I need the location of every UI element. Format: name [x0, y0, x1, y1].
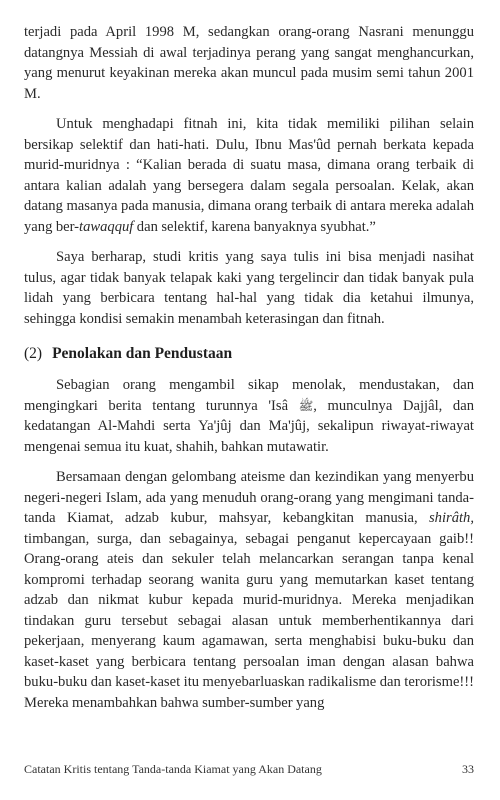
paragraph-text: , munculnya Dajjâl, dan kedatangan Al-Mahdi serta Ya'jûj dan Ma'jûj, sekalipun riwayat-riwayat mengenai semua itu kuat, shahih, bahkan mutawatir.: [24, 397, 474, 455]
section-heading: [24, 345, 474, 363]
page-body: [24, 22, 474, 713]
section-title: Penolakan dan Pendustaan: [52, 345, 233, 362]
paragraph-atheism: [24, 467, 474, 713]
paragraph-rejection: [24, 375, 474, 457]
italic-term: shirâth,: [428, 510, 474, 526]
paragraph-text: Bersamaan dengan gelombang ateisme dan kezindikan yang menyerbu negeri-negeri Islam, ada yang menuduh orang-orang yang mengimani tanda-tanda Kiamat, adzab kubur, mahsyar, kebangkitan manusia,: [24, 469, 474, 526]
italic-term: tawaqquf: [79, 218, 134, 235]
running-title: Catatan Kritis tentang Tanda-tanda Kiamat yang Akan Datang: [24, 762, 322, 776]
paragraph-text: Sebagian orang mengambil sikap menolak, mendustakan, dan mengingkari berita tentang turunnya 'Isâ: [24, 377, 474, 414]
paragraph-continued: terjadi pada April 1998 M, sedangkan orang-orang Nasrani menunggu datangnya Messiah di awal terjadinya perang yang sangat menghancurkan, yang menurut keyakinan mereka akan muncul pada musim semi tahun 2001 M.: [24, 24, 474, 102]
page-footer: [24, 762, 474, 777]
paragraph-text: dan selektif, karena banyaknya syubhat.”: [133, 218, 376, 235]
paragraph-text: Untuk menghadapi fitnah ini, kita tidak memiliki pilihan selain bersikap selektif dan hati-hati. Dulu, Ibnu Mas'ûd pernah berkata kepada murid-muridnya : “Kalian berada di suatu masa, dimana orang terbaik di antara kalian adalah yang bersegera dalam segala persoalan. Kelak, akan datang masanya pada manusia, dimana orang terbaik di antara mereka adalah yang ber-: [24, 116, 474, 235]
page-number: 33: [462, 762, 474, 776]
section-number: (2): [24, 345, 43, 362]
honorific-glyph: ﷺ: [298, 398, 314, 413]
paragraph-hope: Saya berharap, studi kritis yang saya tulis ini bisa menjadi nasihat tulus, agar tidak banyak telapak kaki yang tergelincir dan tidak banyak pula lidah yang berbicara tentang hal-hal yang tidak dia ketahui ilmunya, sehingga kondisi semakin menambah keterasingan dan fitnah.: [24, 249, 474, 327]
paragraph-text: timbangan, surga, dan sebagainya, sebagai penganut kepercayaan gaib!! Orang-orang ateis dan sekuler telah melancarkan serangan tanpa kenal kompromi terhadap seorang wanita guru yang memutarkan kaset tentang adzab dan nikmat kubur kepada murid-muridnya. Mereka menjadikan tindakan guru tersebut sebagai alasan untuk memberhentikannya dari pekerjaan, menyerang kaum agamawan, serta menghabisi buku-buku dan kaset-kaset yang berbicara tentang persoalan iman dengan alasan bahwa buku-buku dan kaset-kaset itu menyebarluaskan radikalisme dan terorisme!!! Mereka menambahkan bahwa sumber-sumber yang: [24, 530, 474, 711]
paragraph-ibnu-masud: [24, 114, 474, 237]
